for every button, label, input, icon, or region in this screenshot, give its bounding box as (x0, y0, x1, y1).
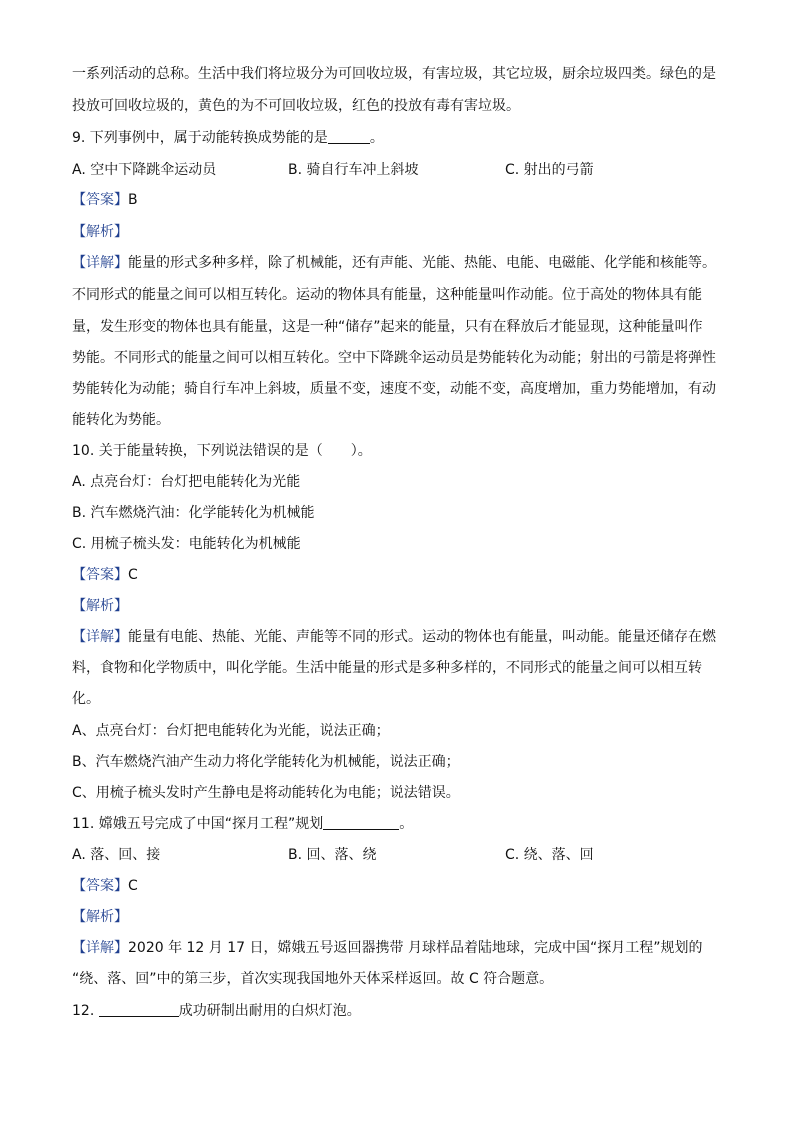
question-9-detail-line-3: 量，发生形变的物体也具有能量，这是一种“储存”起来的能量，只有在释放后才能显现，这种能量叫作 (72, 319, 703, 335)
detail-text: 2020 年 12 月 17 日，嫦娥五号返回器携带 月球样品着陆地球，完成中国“探月工程”规划的 (128, 940, 703, 956)
detail-text: 能量有电能、热能、光能、声能等不同的形式。运动的物体也有能量，叫动能。能量还储存在燃 (128, 629, 716, 645)
question-10-option-b: B. 汽车燃烧汽油：化学能转化为机械能 (72, 505, 315, 521)
question-10-analysis-a: A、点亮台灯：台灯把电能转化为光能，说法正确； (72, 723, 390, 739)
question-10-answer (72, 565, 138, 585)
question-9-detail-line-4: 势能。不同形式的能量之间可以相互转化。空中下降跳伞运动员是势能转化为动能；射出的弓箭是将弹性 (72, 350, 716, 366)
question-11-detail-line-2: “绕、落、回”中的第三步，首次实现我国地外天体采样返回。故 C 符合题意。 (72, 971, 554, 987)
question-11-option-b: B. 回、落、绕 (288, 847, 377, 863)
question-10-answer-value: C (128, 567, 138, 583)
question-9-answer-value: B (128, 192, 138, 208)
answer-blank (323, 815, 399, 830)
question-10-analysis-c: C、用梳子梳头发时产生静电是将动能转化为电能；说法错误。 (72, 785, 460, 801)
question-11-answer (72, 876, 138, 896)
question-11-analysis-label: 【解析】 (72, 909, 128, 925)
question-9-answer (72, 190, 138, 210)
question-9-detail-line-2: 不同形式的能量之间可以相互转化。运动的物体具有能量，这种能量叫作动能。位于高处的物体具有能 (72, 287, 702, 303)
question-10-stem: 10. 关于能量转换，下列说法错误的是（ ）。 (72, 443, 372, 459)
question-9-stem-text: 9. 下列事例中，属于动能转换成势能的是 (72, 130, 328, 146)
question-9-stem-end: 。 (369, 130, 384, 146)
question-9-analysis-label: 【解析】 (72, 224, 128, 240)
question-9-detail-line-1 (72, 253, 716, 273)
answer-label: 【答案】 (72, 567, 128, 583)
question-9-option-c: C. 射出的弓箭 (505, 162, 594, 178)
question-11-option-a: A. 落、回、接 (72, 847, 161, 863)
answer-blank (328, 129, 370, 144)
question-10-option-a: A. 点亮台灯：台灯把电能转化为光能 (72, 474, 301, 490)
detail-label: 【详解】 (72, 940, 128, 956)
question-9-detail-line-6: 能转化为势能。 (72, 412, 170, 428)
question-12-stem-text: 成功研制出耐用的白炽灯泡。 (178, 1003, 361, 1019)
question-11-answer-value: C (128, 878, 138, 894)
question-10-option-c: C. 用梳子梳头发：电能转化为机械能 (72, 536, 301, 552)
answer-blank (99, 1002, 179, 1017)
detail-label: 【详解】 (72, 255, 128, 271)
question-10-analysis-label: 【解析】 (72, 598, 128, 614)
question-11-stem-end: 。 (399, 816, 414, 832)
detail-text: 能量的形式多种多样，除了机械能，还有声能、光能、热能、电能、电磁能、化学能和核能等。 (128, 255, 716, 271)
question-10-analysis-b: B、汽车燃烧汽油产生动力将化学能转化为机械能，说法正确； (72, 754, 460, 770)
question-9-option-b: B. 骑自行车冲上斜坡 (288, 162, 419, 178)
question-12-stem (72, 1001, 361, 1021)
question-10-detail-line-2: 料，食物和化学物质中，叫化学能。生活中能量的形式是多种多样的，不同形式的能量之间可以相互转 (72, 660, 702, 676)
question-10-detail-line-3: 化。 (72, 691, 100, 707)
answer-label: 【答案】 (72, 878, 128, 894)
question-9-stem (72, 128, 384, 148)
question-11-stem-text: 11. 嫦娥五号完成了中国“探月工程”规划 (72, 816, 324, 832)
intro-line-1: 一系列活动的总称。生活中我们将垃圾分为可回收垃圾，有害垃圾，其它垃圾，厨余垃圾四类。绿色的是 (72, 66, 716, 82)
question-10-detail-line-1 (72, 627, 716, 647)
detail-label: 【详解】 (72, 629, 128, 645)
question-9-option-a: A. 空中下降跳伞运动员 (72, 162, 217, 178)
question-11-detail-line-1 (72, 938, 702, 958)
answer-label: 【答案】 (72, 192, 128, 208)
question-11-stem (72, 814, 413, 834)
question-9-detail-line-5: 势能转化为动能；骑自行车冲上斜坡，质量不变，速度不变，动能不变，高度增加，重力势能增加，有动 (72, 381, 716, 397)
question-12-number: 12. (72, 1003, 99, 1019)
question-11-option-c: C. 绕、落、回 (505, 847, 594, 863)
intro-line-2: 投放可回收垃圾的，黄色的为不可回收垃圾，红色的投放有毒有害垃圾。 (72, 98, 520, 114)
